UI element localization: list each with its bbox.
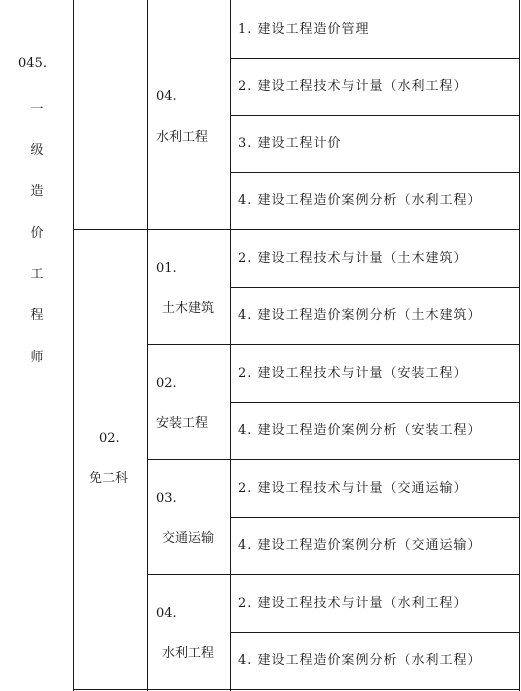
category-name-char: 造	[30, 184, 44, 199]
specialty-divider	[147, 574, 520, 575]
col-divider-1	[73, 0, 74, 691]
category-name-char: 师	[30, 350, 44, 365]
specialty-divider	[147, 459, 520, 460]
subject-cell: 4. 建设工程造价案例分析（水利工程）	[238, 193, 482, 208]
subject-cell: 2. 建设工程技术与计量（交通运输）	[238, 481, 468, 496]
specialty-code: 02.	[156, 376, 177, 391]
row-divider	[230, 58, 520, 59]
subject-cell: 1. 建设工程造价管理	[238, 22, 370, 37]
col-divider-3	[230, 0, 231, 691]
category-name-char: 程	[30, 308, 44, 323]
category-name-char: 工	[30, 267, 44, 282]
specialty-code: 04.	[156, 89, 177, 104]
category-name-char: 级	[30, 143, 44, 158]
specialty-divider	[147, 344, 520, 345]
subject-cell: 2. 建设工程技术与计量（水利工程）	[238, 596, 468, 611]
subject-cell: 2. 建设工程技术与计量（安装工程）	[238, 366, 468, 381]
subject-cell: 4. 建设工程造价案例分析（安装工程）	[238, 423, 482, 438]
specialty-name: 交通运输	[162, 531, 215, 546]
row-divider	[230, 402, 520, 403]
subject-cell: 4. 建设工程造价案例分析（交通运输）	[238, 538, 482, 553]
row-divider	[230, 517, 520, 518]
specialty-name: 水利工程	[156, 130, 209, 145]
group-label: 免二科	[89, 471, 129, 486]
specialty-name: 水利工程	[162, 646, 215, 661]
row-divider	[230, 632, 520, 633]
specialty-name: 安装工程	[156, 416, 209, 431]
row-divider	[230, 115, 520, 116]
category-code: 045.	[18, 56, 47, 71]
subject-cell: 4. 建设工程造价案例分析（水利工程）	[238, 653, 482, 668]
specialty-code: 03.	[156, 491, 177, 506]
col-divider-2	[147, 0, 148, 691]
category-name-char: 一	[30, 102, 44, 117]
subject-cell: 4. 建设工程造价案例分析（土木建筑）	[238, 308, 482, 323]
category-name-char: 价	[30, 226, 44, 241]
specialty-code: 04.	[156, 606, 177, 621]
specialty-name: 土木建筑	[162, 301, 215, 316]
col-divider-right	[519, 0, 520, 691]
group-code: 02.	[99, 431, 120, 446]
row-divider	[230, 287, 520, 288]
specialty-code: 01.	[156, 261, 177, 276]
group-divider	[73, 229, 520, 230]
subject-cell: 3. 建设工程计价	[238, 136, 342, 151]
subject-cell: 2. 建设工程技术与计量（土木建筑）	[238, 251, 468, 266]
subject-cell: 2. 建设工程技术与计量（水利工程）	[238, 79, 468, 94]
table-bottom	[73, 689, 520, 690]
row-divider	[230, 172, 520, 173]
